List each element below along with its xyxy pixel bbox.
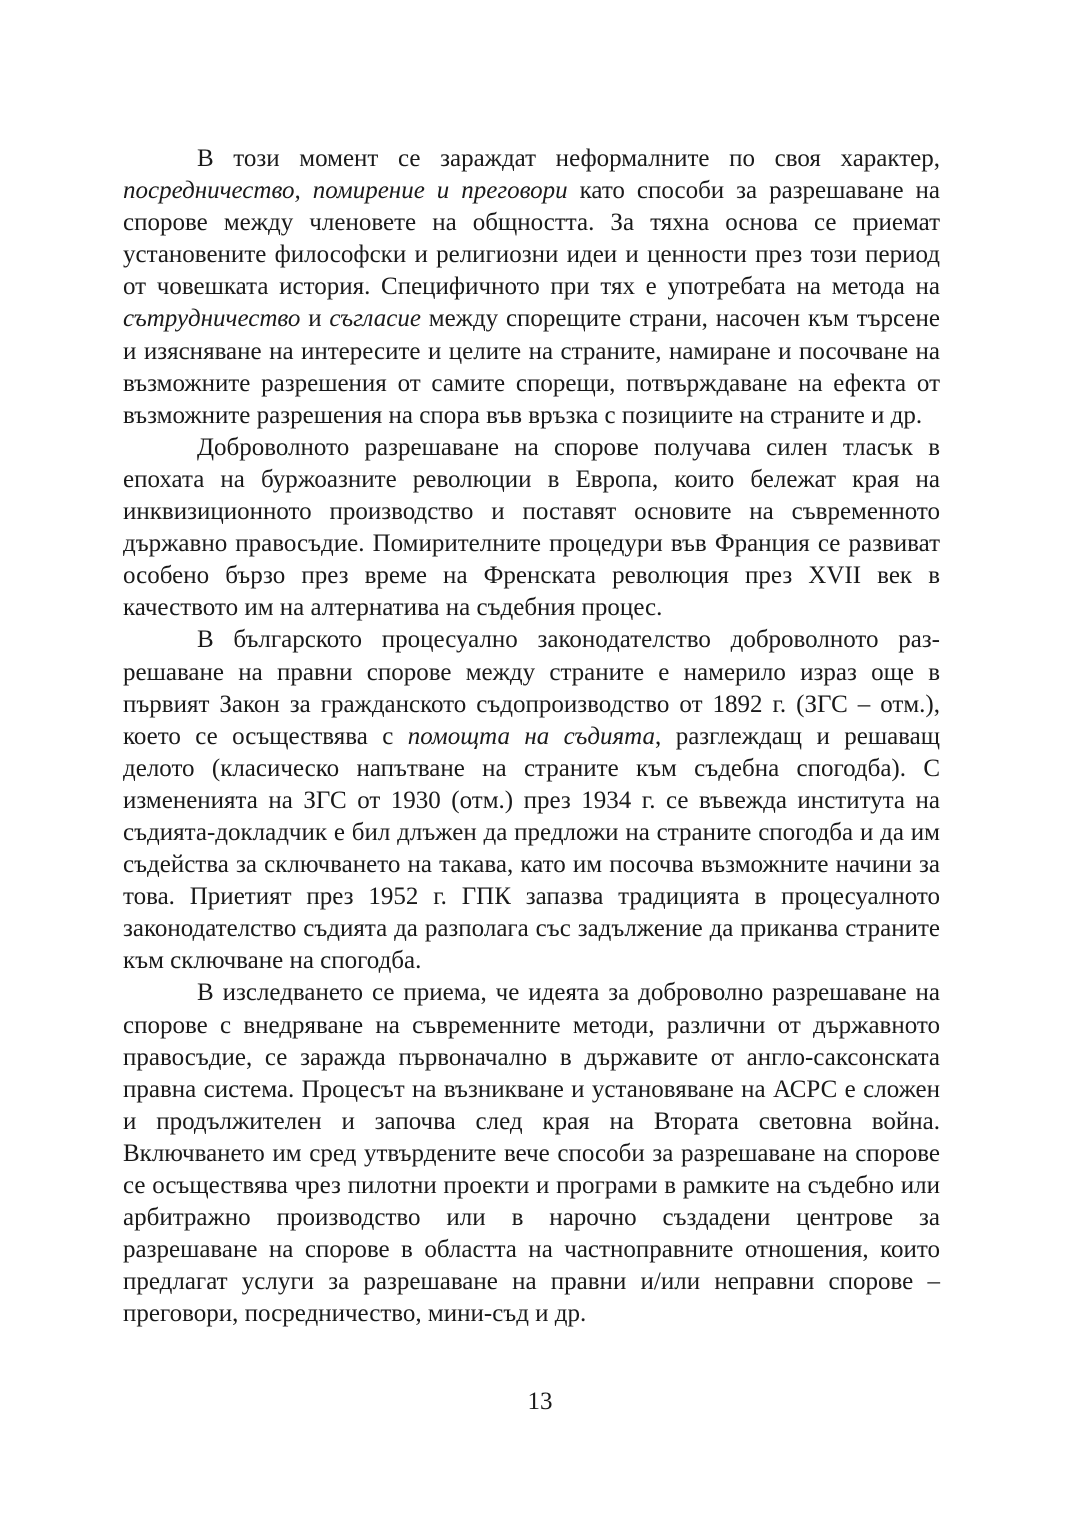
p4-run: В изследването се приема, че идеята за доброволно разрешаване на спорове с внедряване на съвременните методи, различни от държавното правосъдие, се заражда първоначално в държавите от англо-саксонската правна система. Процесът на възникване и установяване на АСРС е сложен и продължителен и започва след края на Втората световна война. Включването им сред утвърдените вече способи за разрешаване на спорове се осъществява чрез пилотни проекти и програми в рамките на съдебно или арбитражно производство или в нарочно създадени центрове за разрешаване на спорове в областта на частноправните отношения, които предлагат услуги за разрешаване на правни и/или неправни спорове – преговори, посредничество, мини-съд и др. [123,979,940,1328]
p3-italic-judge-help: помощта на съдията [407,722,656,750]
paragraph-3 [123,624,940,977]
p1-italic-cooperation: сътрудничество [123,305,301,333]
p1-italic-mediation: посредничество, помирение и преговори [123,177,568,205]
p1-run: като способи за разрешаване на спорове между членовете на общността. За тяхна основа се приемат установените философски и религиозни идеи и ценности през този период от човешката история. Специфичното при тях е употребата на метода на [123,177,940,301]
paragraph-1 [123,143,940,432]
p1-run: В този момент се зараждат неформалните по своя характер, [197,145,940,172]
p1-italic-consent: съгласие [329,305,421,333]
paragraph-4 [123,977,940,1330]
page-number: 13 [527,1388,553,1415]
body-text [123,143,940,1330]
p1-run: и [300,305,330,333]
p1-run: между спорещите страни, насочен към търсене и изясняване на интересите и целите на страните, намиране и посочване на възможните разрешения от самите спорещи, потвърждаване на ефекта от възможните разрешения на спора във връзка с позициите на страните и др. [123,305,940,429]
p2-run: Доброволното разрешаване на спорове получава силен тласък в епохата на буржоазните революции в Европа, които бележат края на инквизиционното производство и поставят основите на съвременното държавно правосъдие. Помирителните процедури във Франция се развиват особено бързо през време на Френската революция през XVII век в качеството им на алтернатива на съдебния процес. [123,433,940,622]
p3-run: В българското процесуално законодателство доброволното разрешаване на правни спорове между страните е намерило израз още в първият Закон за гражданското съдопроизводство от 1892 г. (ЗГС – отм.), което се осъществява с [123,626,940,750]
p3-run: , разглеждащ и решаващ делото (класическо напътване на страните към съдебна спогодба). С измененията на ЗГС от 1930 (отм.) през 1934 г. се въвежда института на съдията-докладчик е бил длъжен да предложи на страните спогодба и да им съдейства за сключването на такава, като им посочва възможните начини за това. Приетият през 1952 г. ГПК запазва традицията в процесуалното законодателство съдията да разполага със задължение да приканва страните към сключване на спогодба. [123,722,940,975]
paragraph-2 [123,432,940,625]
